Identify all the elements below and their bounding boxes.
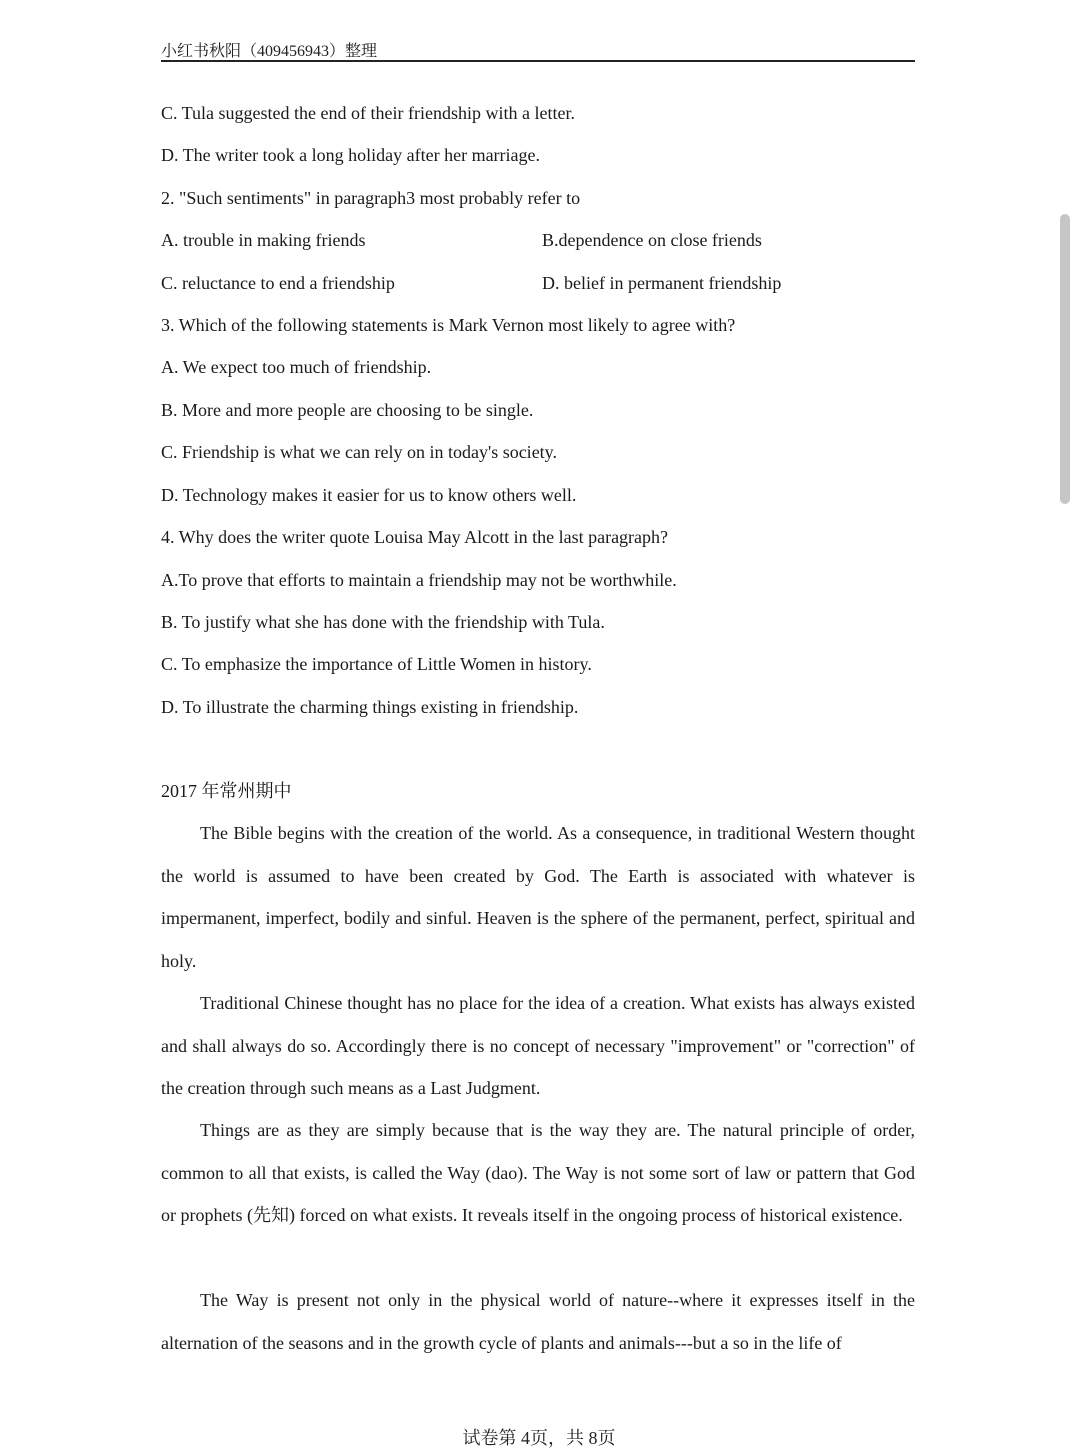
q3-stem: 3. Which of the following statements is Mark Vernon most likely to agree with? — [161, 315, 736, 335]
q3-option-d: D. Technology makes it easier for us to know others well. — [161, 485, 577, 505]
q3-option-c: C. Friendship is what we can rely on in today's society. — [161, 442, 558, 462]
q2-stem: 2. "Such sentiments" in paragraph3 most probably refer to — [161, 188, 581, 208]
q2-option-b: B.dependence on close friends — [542, 230, 762, 250]
passage-title: 2017 年常州期中 — [161, 781, 292, 801]
q2-option-c: C. reluctance to end a friendship — [161, 273, 395, 293]
q4-stem: 4. Why does the writer quote Louisa May Alcott in the last paragraph? — [161, 527, 669, 547]
q3-option-a: A. We expect too much of friendship. — [161, 357, 432, 377]
q1-option-c: C. Tula suggested the end of their friendship with a letter. — [161, 103, 575, 123]
scrollbar-thumb[interactable] — [1060, 214, 1070, 504]
q4-option-d: D. To illustrate the charming things existing in friendship. — [161, 697, 579, 717]
passage-paragraph-4: The Way is present not only in the physical world of nature--where it expresses itself in the alternation of the seasons and in the growth cycle of plants and animals---but a so in the life of — [161, 1290, 915, 1353]
q4-option-a: A.To prove that efforts to maintain a friendship may not be worthwhile. — [161, 570, 677, 590]
vertical-scrollbar[interactable] — [1060, 214, 1072, 504]
header-text: 小红书秋阳（409456943）整理 — [161, 43, 378, 60]
passage-paragraph-3: Things are as they are simply because that is the way they are. The natural principle of order, common to all that exists, is called the Way (dao). The Way is not some sort of law or pattern that God or prophets (先知) forced on what exists. It reveals itself in the ongoing process of historical existence. — [161, 1120, 915, 1225]
q4-option-b: B. To justify what she has done with the friendship with Tula. — [161, 612, 605, 632]
passage-paragraph-2: Traditional Chinese thought has no place for the idea of a creation. What exists has always existed and shall always do so. Accordingly there is no concept of necessary "improvement" or "correction" of the creation through such means as a Last Judgment. — [161, 993, 915, 1098]
passage-paragraph-1: The Bible begins with the creation of the world. As a consequence, in traditional Western thought the world is assumed to have been created by God. The Earth is associated with whatever is impermanent, imperfect, bodily and sinful. Heaven is the sphere of the permanent, perfect, spiritual and holy. — [161, 823, 915, 971]
q4-option-c: C. To emphasize the importance of Little Women in history. — [161, 654, 592, 674]
q2-option-d: D. belief in permanent friendship — [542, 273, 782, 293]
q1-option-d: D. The writer took a long holiday after her marriage. — [161, 145, 541, 165]
page-header — [161, 36, 915, 62]
page-footer: 试卷第 4页，共 8页 — [462, 1428, 616, 1448]
q3-option-b: B. More and more people are choosing to be single. — [161, 400, 534, 420]
q2-option-a: A. trouble in making friends — [161, 230, 366, 250]
